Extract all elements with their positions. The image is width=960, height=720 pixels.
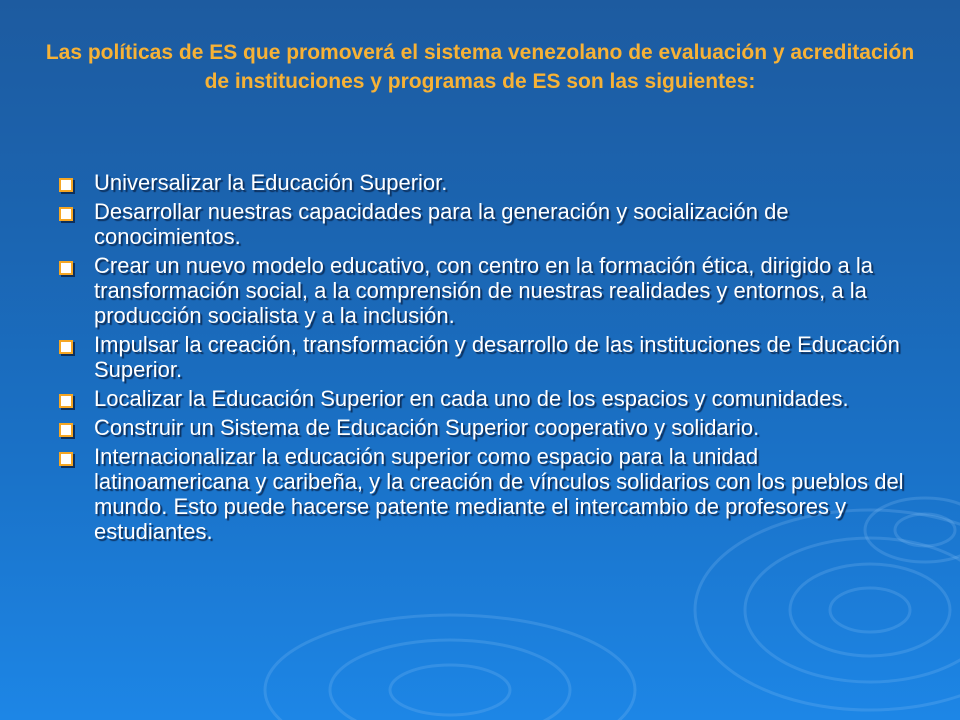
list-item (58, 415, 914, 440)
list-item-text: Localizar la Educación Superior en cada uno de los espacios y comunidades. (94, 386, 849, 411)
list-item-text: Universalizar la Educación Superior. (94, 170, 448, 195)
square-bullet-icon (59, 340, 73, 354)
list-item (58, 253, 914, 328)
list-item-text: Crear un nuevo modelo educativo, con centro en la formación ética, dirigido a la transformación social, a la comprensión de nuestras realidades y entornos, a la producción socialista y a la inclusión. (94, 253, 874, 328)
slide-title: Las políticas de ES que promoverá el sistema venezolano de evaluación y acreditación de instituciones y programas de ES son las siguientes: (45, 41, 915, 93)
bullet-list (58, 170, 914, 548)
square-bullet-icon (59, 452, 73, 466)
square-bullet-icon (59, 423, 73, 437)
square-bullet-icon (59, 207, 73, 221)
list-item (58, 386, 914, 411)
square-bullet-icon (59, 261, 73, 275)
square-bullet-icon (59, 394, 73, 408)
list-item (58, 332, 914, 382)
square-bullet-icon (59, 178, 73, 192)
list-item-text: Desarrollar nuestras capacidades para la generación y socialización de conocimientos. (94, 199, 789, 249)
list-item (58, 170, 914, 195)
list-item-text: Construir un Sistema de Educación Superior cooperativo y solidario. (94, 415, 760, 440)
list-item (58, 444, 914, 544)
list-item-text: Internacionalizar la educación superior como espacio para la unidad latinoamericana y caribeña, y la creación de vínculos solidarios con los pueblos del mundo. Esto puede hacerse patente mediante el intercambio de profesores y estudiantes. (94, 444, 904, 544)
list-item (58, 199, 914, 249)
list-item-text: Impulsar la creación, transformación y desarrollo de las instituciones de Educación Superior. (94, 332, 900, 382)
